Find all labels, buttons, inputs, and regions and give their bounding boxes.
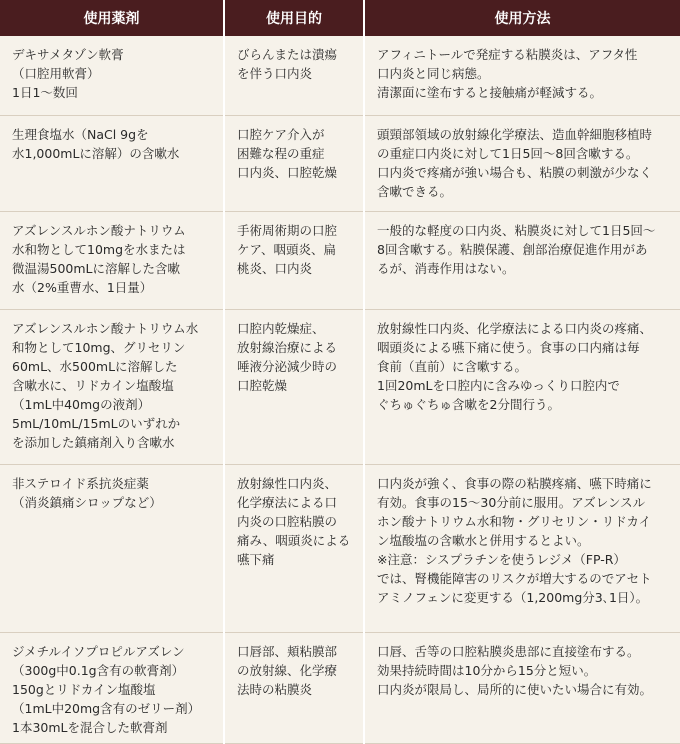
cell-text-line: 口内炎と同じ病態。 [377,66,490,81]
cell-text-line: アズレンスルホン酸ナトリウム水 [12,320,199,336]
cell-text-line: 効果持続時間は10分から15分と短い。 [377,662,597,678]
cell-text-line: 和物として10mg、グリセリン [12,339,186,355]
cell-text-line: 桃炎、口内炎 [237,260,313,276]
method-cell [364,36,680,115]
cell-text-line: 5mL/10mL/15mLのいずれか [12,415,181,431]
drug-cell [0,464,224,632]
cell-text-line: 含嗽できる。 [377,183,453,199]
cell-text-line: 清潔面に塗布すると接触痛が軽減する。 [377,85,603,100]
cell-text-line: 口腔内乾燥症、 [237,320,325,336]
cell-text-line: 困難な程の重症 [237,145,325,161]
cell-text-line: るが、消毒作用はない。 [377,260,515,276]
cell-text-line: 1日1～数回 [12,85,78,100]
method-cell [364,211,680,309]
drug-cell [0,309,224,464]
cell-text-line: 60mL、水500mLに溶解した [12,358,178,374]
cell-text-line: 含嗽水に、リドカイン塩酸塩 [12,377,174,393]
cell-text-line: 放射線治療による [237,339,338,355]
table-row [0,211,680,309]
purpose-cell [224,309,364,464]
purpose-cell [224,36,364,115]
method-cell [364,464,680,632]
cell-text-line: ぐちゅぐちゅ含嗽を2分間行う。 [377,396,560,412]
cell-text-line: 唾液分泌減少時の [237,358,338,374]
header-method: 使用方法 [364,0,680,36]
table-row [0,36,680,115]
cell-text-line: 食前（直前）に含嗽する。 [377,358,528,374]
cell-text-line: 化学療法による口 [237,494,338,510]
cell-text-line: 一般的な軽度の口内炎、粘膜炎に対して1日5回～ [377,222,656,238]
header-drug: 使用薬剤 [0,0,224,36]
cell-text-line: 放射線性口内炎、化学療法による口内炎の疼痛、 [377,320,653,336]
drug-cell [0,115,224,211]
cell-text-line: （消炎鎮痛シロップなど） [12,494,162,510]
cell-text-line: 嚥下痛 [237,551,275,567]
cell-text-line: 咽頭炎による嚥下痛に使う。食事の口内痛は毎 [377,339,640,355]
cell-text-line: 法時の粘膜炎 [237,681,313,697]
cell-text-line: の放射線、化学療 [237,662,338,678]
cell-text-line: ※注意：シスプラチンを使うレジメ（FP-R） [377,551,626,567]
cell-text-line: 口唇、舌等の口腔粘膜炎患部に直接塗布する。 [377,643,640,659]
cell-text-line: ン塩酸塩の含嗽水と併用するとよい。 [377,532,590,548]
cell-text-line: アミノフェンに変更する（1,200mg分3､1日）。 [377,589,649,605]
cell-text-line: 口腔乾燥 [237,377,288,393]
cell-text-line: アズレンスルホン酸ナトリウム [12,222,186,238]
cell-text-line: 手術周術期の口腔 [237,222,338,238]
cell-text-line: 痛み、咽頭炎による [237,532,351,548]
cell-text-line: 口内炎で疼痛が強い場合も、粘膜の刺激が少なく [377,164,653,180]
cell-text-line: を添加した鎮痛剤入り含嗽水 [12,434,175,450]
cell-text-line: では、腎機能障害のリスクが増大するのでアセト [377,570,652,586]
cell-text-line: の重症口内炎に対して1日5回～8回含嗽する。 [377,145,639,161]
cell-text-line: 非ステロイド系抗炎症薬 [12,475,149,491]
cell-text-line: 微温湯500mLに溶解した含嗽 [12,260,180,276]
cell-text-line: 水和物として10mgを水または [12,241,186,257]
cell-text-line: デキサメタゾン軟膏 [12,47,124,62]
cell-text-line: 水1,000mLに溶解）の含嗽水 [12,145,180,161]
cell-text-line: ジメチルイソプロピルアズレン [12,643,185,659]
header-row [0,0,680,36]
purpose-cell [224,115,364,211]
purpose-cell [224,464,364,632]
cell-text-line: 口内炎、口腔乾燥 [237,164,338,180]
cell-text-line: 生理食塩水（NaCl 9gを [12,126,149,142]
cell-text-line: 1本30mLを混合した軟膏剤 [12,719,168,735]
cell-text-line: 水（2%重曹水、1日量） [12,279,153,295]
purpose-cell [224,211,364,309]
table-row [0,632,680,743]
cell-text-line: 放射線性口内炎、 [237,475,338,491]
cell-text-line: （300g中0.1g含有の軟膏剤） [12,662,185,678]
cell-text-line: （1mL中20mg含有のゼリー剤） [12,700,201,716]
header-purpose: 使用目的 [224,0,364,36]
cell-text-line: 8回含嗽する。粘膜保護、創部治療促進作用があ [377,241,648,257]
method-cell [364,115,680,211]
cell-text-line: 150gとリドカイン塩酸塩 [12,681,156,697]
cell-text-line: 1回20mLを口腔内に含みゆっくり口腔内で [377,377,620,393]
cell-text-line: 口唇部、頬粘膜部 [237,643,338,659]
cell-text-line: ホン酸ナトリウム水和物・グリセリン・リドカイ [377,513,652,529]
cell-text-line: 頭頸部領域の放射線化学療法、造血幹細胞移植時 [377,126,653,142]
cell-text-line: 口内炎が強く、食事の際の粘膜疼痛、嚥下時痛に [377,475,652,491]
cell-text-line: 口内炎が限局し、局所的に使いたい場合に有効。 [377,681,653,697]
purpose-cell [224,632,364,743]
method-cell [364,632,680,743]
drug-cell [0,36,224,115]
table-row [0,115,680,211]
table-row [0,309,680,464]
cell-text-line: 有効。食事の15～30分前に服用。アズレンスル [377,494,646,510]
cell-text-line: を伴う口内炎 [237,66,313,81]
cell-text-line: びらんまたは潰瘍 [237,47,338,62]
cell-text-line: （1mL中40mgの液剤） [12,396,151,412]
drug-cell [0,211,224,309]
cell-text-line: 内炎の口腔粘膜の [237,513,338,529]
table-row [0,464,680,632]
cell-text-line: アフィニトールで発症する粘膜炎は、アフタ性 [377,47,638,62]
drug-cell [0,632,224,743]
cell-text-line: （口腔用軟膏） [12,66,100,81]
cell-text-line: 口腔ケア介入が [237,126,325,142]
method-cell [364,309,680,464]
cell-text-line: ケア、咽頭炎、扁 [237,241,337,257]
